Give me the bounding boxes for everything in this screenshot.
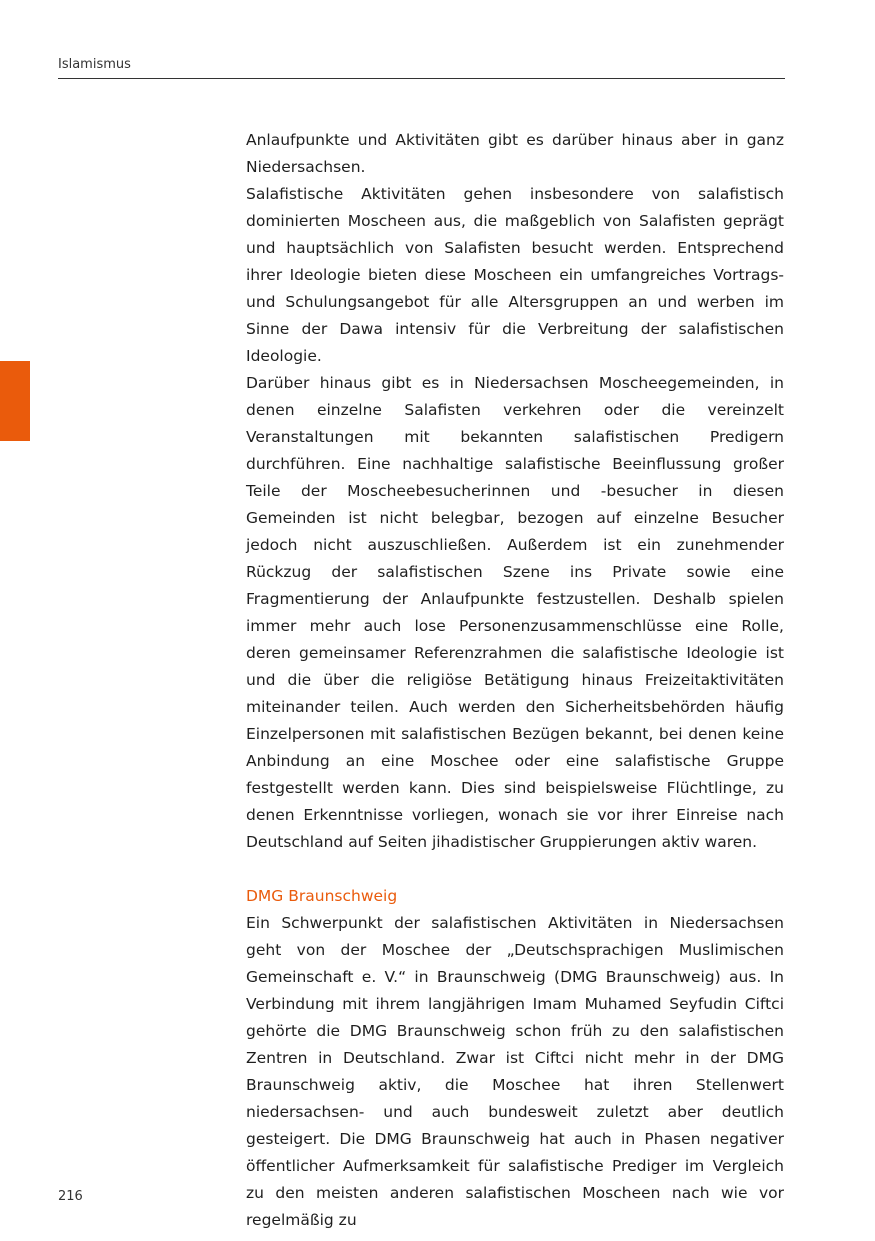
paragraph-2: Salafistische Aktivitäten gehen insbesondere von salafistisch dominierten Moscheen aus, die maßgeblich von Salafisten geprägt und hauptsächlich von Salafisten besucht werden. Entsprechend ihrer Ideologie bieten diese Moscheen ein umfangreiches Vortrags- und Schulungsangebot für alle Altersgruppen an und werben im Sinne der Dawa intensiv für die Verbreitung der salafistischen Ideologie. [246,185,784,365]
paragraph-3: Darüber hinaus gibt es in Niedersachsen Moscheegemeinden, in denen einzelne Salafisten verkehren oder die vereinzelt Veranstaltungen mit bekannten salafistischen Predigern durchführen. Eine nachhaltige salafistische Beeinflussung großer Teile der Moscheebesucherinnen und -besucher in diesen Gemeinden ist nicht belegbar, bezogen auf einzelne Besucher jedoch nicht auszuschließen. Außerdem ist ein zunehmender Rückzug der salafistischen Szene ins Private sowie eine Fragmentierung der Anlaufpunkte festzustellen. Deshalb spielen immer mehr auch lose Personenzusammenschlüsse eine Rolle, deren gemeinsamer Referenzrahmen die salafistische Ideologie ist und die über die religiöse Betätigung hinaus Freizeitaktivitäten miteinander teilen. Auch werden den Sicherheitsbehörden häufig Einzelpersonen mit salafistischen Bezügen bekannt, bei denen keine Anbindung an eine Moschee oder eine salafistische Gruppe festgestellt werden kann. Dies sind beispielsweise Flüchtlinge, zu denen Erkenntnisse vorliegen, wonach sie vor ihrer Einreise nach Deutschland auf Seiten jihadistischer Gruppierungen aktiv waren. [246,374,784,851]
running-title: Islamismus [58,57,131,72]
section-paragraph: Ein Schwerpunkt der salafistischen Aktivitäten in Niedersachsen geht von der Moschee der „Deutschsprachigen Muslimischen Gemeinschaft e. V.“ in Braunschweig (DMG Braunschweig) aus. In Verbindung mit ihrem langjährigen Imam Muhamed Seyfudin Ciftci gehörte die DMG Braunschweig schon früh zu den salafistischen Zentren in Deutschland. Zwar ist Ciftci nicht mehr in der DMG Braunschweig aktiv, die Moschee hat ihren Stellenwert niedersachsen- und auch bundesweit zuletzt aber deutlich gesteigert. Die DMG Braunschweig hat auch in Phasen negativer öffentlicher Aufmerksamkeit für salafistische Prediger im Vergleich zu den meisten anderen salafistischen Moscheen nach wie vor regelmäßig zu [246,914,784,1229]
section-heading: DMG Braunschweig [246,887,398,905]
chapter-marker-tab [0,361,30,441]
paragraph-1: Anlaufpunkte und Aktivitäten gibt es darüber hinaus aber in ganz Niedersachsen. [246,131,784,176]
page-number: 216 [58,1189,83,1204]
header-rule [58,78,785,79]
main-text-column [246,127,784,1234]
